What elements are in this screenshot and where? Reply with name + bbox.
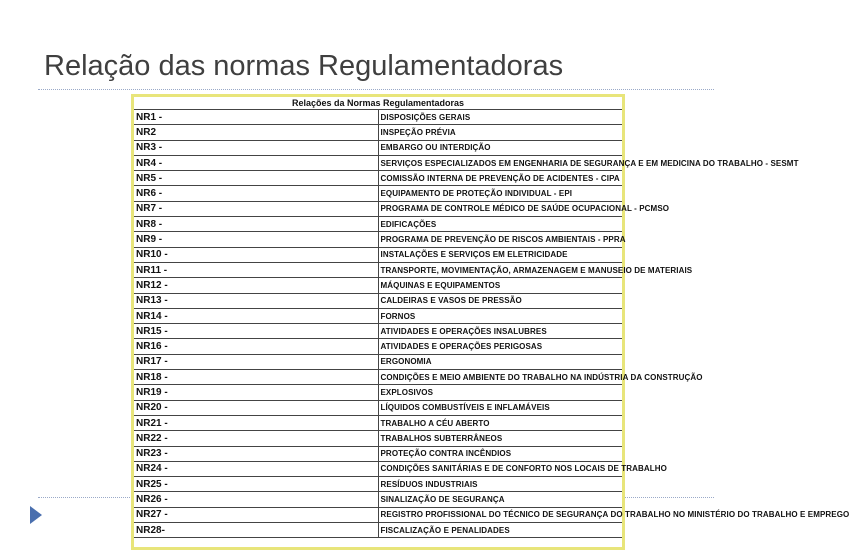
table-row xyxy=(134,370,622,385)
table-row xyxy=(134,293,622,308)
table-row xyxy=(134,324,622,339)
norm-code: NR28- xyxy=(134,523,378,538)
norm-description: PROGRAMA DE PREVENÇÃO DE RISCOS AMBIENTAIS - PPRA xyxy=(378,232,622,247)
norms-table-frame xyxy=(131,94,849,550)
norm-description: REGISTRO PROFISSIONAL DO TÉCNICO DE SEGURANÇA DO TRABALHO NO MINISTÉRIO DO TRABALHO E EMPREGO xyxy=(378,507,622,522)
norm-description: INSPEÇÃO PRÉVIA xyxy=(378,125,622,140)
table-row xyxy=(134,155,622,170)
norm-code: NR5 - xyxy=(134,171,378,186)
norm-description: TRANSPORTE, MOVIMENTAÇÃO, ARMAZENAGEM E MANUSEIO DE MATERIAIS xyxy=(378,262,622,277)
norm-description: ATIVIDADES E OPERAÇÕES PERIGOSAS xyxy=(378,339,622,354)
norms-table xyxy=(134,97,849,538)
table-row xyxy=(134,415,622,430)
table-row xyxy=(134,354,622,369)
norm-code: NR20 - xyxy=(134,400,378,415)
norm-description: PROTEÇÃO CONTRA INCÊNDIOS xyxy=(378,446,622,461)
norm-description: ERGONOMIA xyxy=(378,354,622,369)
table-row xyxy=(134,492,622,507)
slide-title: Relação das normas Regulamentadoras xyxy=(44,50,564,82)
norm-description: MÁQUINAS E EQUIPAMENTOS xyxy=(378,278,622,293)
bullet-arrow-icon xyxy=(30,506,42,524)
table-row xyxy=(134,431,622,446)
norm-code: NR17 - xyxy=(134,354,378,369)
norm-description: ATIVIDADES E OPERAÇÕES INSALUBRES xyxy=(378,324,622,339)
norm-code: NR3 - xyxy=(134,140,378,155)
norm-description: SERVIÇOS ESPECIALIZADOS EM ENGENHARIA DE SEGURANÇA E EM MEDICINA DO TRABALHO - SESMT xyxy=(378,155,622,170)
table-row xyxy=(134,262,622,277)
norm-description: FORNOS xyxy=(378,308,622,323)
norm-description: CALDEIRAS E VASOS DE PRESSÃO xyxy=(378,293,622,308)
table-row xyxy=(134,385,622,400)
norm-code: NR23 - xyxy=(134,446,378,461)
norm-code: NR6 - xyxy=(134,186,378,201)
table-row xyxy=(134,446,622,461)
table-body xyxy=(134,110,849,538)
title-divider xyxy=(38,89,714,90)
norm-description: TRABALHOS SUBTERRÂNEOS xyxy=(378,431,622,446)
table-row xyxy=(134,171,622,186)
table-row xyxy=(134,400,622,415)
table-row xyxy=(134,507,622,522)
norm-code: NR12 - xyxy=(134,278,378,293)
norm-description: SINALIZAÇÃO DE SEGURANÇA xyxy=(378,492,622,507)
table-row xyxy=(134,278,622,293)
table-row xyxy=(134,186,622,201)
table-row xyxy=(134,339,622,354)
table-header: Relações da Normas Regulamentadoras xyxy=(134,97,622,110)
norm-description: FISCALIZAÇÃO E PENALIDADES xyxy=(378,523,622,538)
norm-code: NR15 - xyxy=(134,324,378,339)
norm-description: RESÍDUOS INDUSTRIAIS xyxy=(378,477,622,492)
table-row xyxy=(134,201,622,216)
norm-code: NR13 - xyxy=(134,293,378,308)
norm-description: EXPLOSIVOS xyxy=(378,385,622,400)
table-row xyxy=(134,110,622,125)
table-row xyxy=(134,461,622,476)
table-row xyxy=(134,477,622,492)
norm-code: NR2 xyxy=(134,125,378,140)
norm-code: NR18 - xyxy=(134,370,378,385)
table-row xyxy=(134,140,622,155)
norm-code: NR25 - xyxy=(134,477,378,492)
norm-code: NR27 - xyxy=(134,507,378,522)
norm-description: EMBARGO OU INTERDIÇÃO xyxy=(378,140,622,155)
norm-code: NR24 - xyxy=(134,461,378,476)
norm-description: CONDIÇÕES E MEIO AMBIENTE DO TRABALHO NA INDÚSTRIA DA CONSTRUÇÃO xyxy=(378,370,622,385)
table-header-row xyxy=(134,97,622,110)
norm-code: NR11 - xyxy=(134,262,378,277)
norm-description: EDIFICAÇÕES xyxy=(378,217,622,232)
norm-description: INSTALAÇÕES E SERVIÇOS EM ELETRICIDADE xyxy=(378,247,622,262)
norm-code: NR9 - xyxy=(134,232,378,247)
norm-code: NR4 - xyxy=(134,155,378,170)
norm-description: EQUIPAMENTO DE PROTEÇÃO INDIVIDUAL - EPI xyxy=(378,186,622,201)
norm-code: NR14 - xyxy=(134,308,378,323)
norm-code: NR19 - xyxy=(134,385,378,400)
table-row xyxy=(134,523,622,538)
norm-code: NR21 - xyxy=(134,415,378,430)
norm-code: NR16 - xyxy=(134,339,378,354)
table-row xyxy=(134,247,622,262)
norm-description: LÍQUIDOS COMBUSTÍVEIS E INFLAMÁVEIS xyxy=(378,400,622,415)
norm-description: CONDIÇÕES SANITÁRIAS E DE CONFORTO NOS LOCAIS DE TRABALHO xyxy=(378,461,622,476)
norm-code: NR1 - xyxy=(134,110,378,125)
table-row xyxy=(134,308,622,323)
norm-description: COMISSÃO INTERNA DE PREVENÇÃO DE ACIDENTES - CIPA xyxy=(378,171,622,186)
table-row xyxy=(134,217,622,232)
norm-code: NR26 - xyxy=(134,492,378,507)
norm-code: NR7 - xyxy=(134,201,378,216)
table-row xyxy=(134,232,622,247)
norm-code: NR22 - xyxy=(134,431,378,446)
norm-description: TRABALHO A CÉU ABERTO xyxy=(378,415,622,430)
norm-description: PROGRAMA DE CONTROLE MÉDICO DE SAÚDE OCUPACIONAL - PCMSO xyxy=(378,201,622,216)
table-row xyxy=(134,125,622,140)
norm-code: NR8 - xyxy=(134,217,378,232)
norm-code: NR10 - xyxy=(134,247,378,262)
norm-description: DISPOSIÇÕES GERAIS xyxy=(378,110,622,125)
